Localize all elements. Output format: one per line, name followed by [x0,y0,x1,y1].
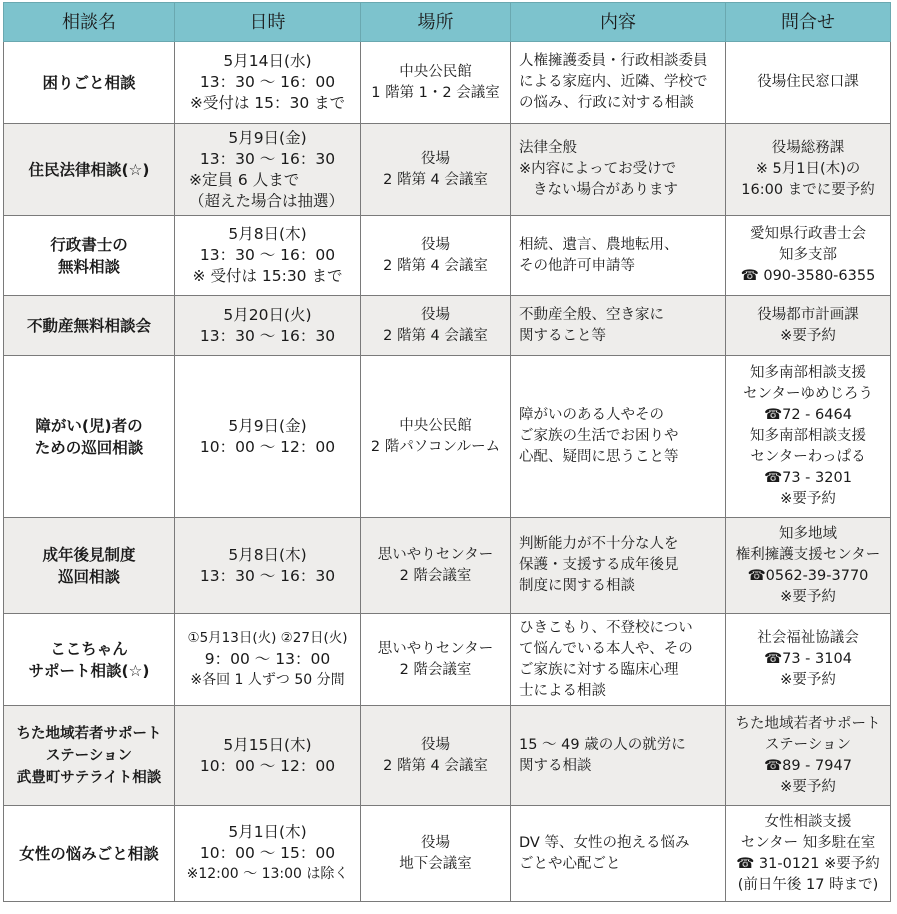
consultation-contact: 知多南部相談支援 センターゆめじろう ☎72 - 6464 知多南部相談支援 センターわっぱる ☎73 - 3201 ※要予約 [726,356,891,518]
consultation-place: 中央公民館 1 階第 1・2 会議室 [361,42,511,124]
consultation-content: 判断能力が不十分な人を 保護・支援する成年後見 制度に関する相談 [511,518,726,614]
consultation-name: 住民法律相談(☆) [4,124,175,216]
consultation-place: 中央公民館 2 階パソコンルーム [361,356,511,518]
table-row [4,518,891,614]
consultation-name: 困りごと相談 [4,42,175,124]
consultation-datetime: 5月8日(木) 13：30 ～ 16：00 ※ 受付は 15:30 まで [175,216,361,296]
consultation-content: 障がいのある人やその ご家族の生活でお困りや 心配、疑問に思うこと等 [511,356,726,518]
consultation-content: 相続、遺言、農地転用、 その他許可申請等 [511,216,726,296]
header-place: 場所 [361,3,511,42]
consultation-datetime: 5月8日(木) 13：30 ～ 16：30 [175,518,361,614]
consultation-name: 不動産無料相談会 [4,296,175,356]
consultation-place: 役場 2 階第 4 会議室 [361,216,511,296]
consultation-datetime: 5月20日(火) 13：30 ～ 16：30 [175,296,361,356]
table-row [4,706,891,806]
consultation-name: ちた地域若者サポート ステーション 武豊町サテライト相談 [4,706,175,806]
consultation-name: 女性の悩みごと相談 [4,806,175,902]
consultation-place: 役場 2 階第 4 会議室 [361,706,511,806]
consultation-name: 行政書士の 無料相談 [4,216,175,296]
consultation-contact: ちた地域若者サポート ステーション ☎89 - 7947 ※要予約 [726,706,891,806]
consultation-datetime: 5月1日(木) 10：00 ～ 15：00 ※12:00 ～ 13:00 は除く [175,806,361,902]
consultation-contact: 社会福祉協議会 ☎73 - 3104 ※要予約 [726,614,891,706]
header-content: 内容 [511,3,726,42]
consultation-name: 成年後見制度 巡回相談 [4,518,175,614]
table-row [4,614,891,706]
table-row [4,806,891,902]
consultation-datetime: 5月9日(金) 13：30 ～ 16：30 ※定員 6 人まで （超えた場合は抽選） [175,124,361,216]
consultation-datetime: 5月9日(金) 10：00 ～ 12：00 [175,356,361,518]
table-row [4,124,891,216]
consultation-place: 思いやりセンター 2 階会議室 [361,518,511,614]
consultation-datetime: 5月14日(水) 13：30 ～ 16：00 ※受付は 15：30 まで [175,42,361,124]
consultation-datetime: 5月15日(木) 10：00 ～ 12：00 [175,706,361,806]
consultation-contact: 知多地域 権利擁護支援センター ☎0562-39-3770 ※要予約 [726,518,891,614]
header-contact: 問合せ [726,3,891,42]
consultation-name: 障がい(児)者の ための巡回相談 [4,356,175,518]
consultation-content: 人権擁護委員・行政相談委員 による家庭内、近隣、学校で の悩み、行政に対する相談 [511,42,726,124]
consultation-content: 不動産全般、空き家に 関すること等 [511,296,726,356]
consultation-contact: 役場都市計画課 ※要予約 [726,296,891,356]
consultation-place: 思いやりセンター 2 階会議室 [361,614,511,706]
consultation-content: 法律全般 ※内容によってお受けで きない場合があります [511,124,726,216]
consultation-name: ここちゃん サポート相談(☆) [4,614,175,706]
consultation-contact: 役場総務課 ※ 5月1日(木)の 16:00 までに要予約 [726,124,891,216]
table-row [4,216,891,296]
consultation-content: ひきこもり、不登校につい て悩んでいる本人や、その ご家族に対する臨床心理 士による相談 [511,614,726,706]
table-row [4,356,891,518]
consultation-content: 15 ～ 49 歳の人の就労に 関する相談 [511,706,726,806]
header-row [4,3,891,42]
consultation-contact: 女性相談支援 センター 知多駐在室 ☎ 31-0121 ※要予約 (前日午後 17 時まで) [726,806,891,902]
header-datetime: 日時 [175,3,361,42]
consultation-schedule-table [3,2,891,902]
table-row [4,42,891,124]
header-name: 相談名 [4,3,175,42]
table-row [4,296,891,356]
consultation-datetime: ①5月13日(火) ②27日(火) 9：00 ～ 13：00 ※各回 1 人ずつ 50 分間 [175,614,361,706]
consultation-place: 役場 2 階第 4 会議室 [361,296,511,356]
consultation-content: DV 等、女性の抱える悩み ごとや心配ごと [511,806,726,902]
consultation-contact: 愛知県行政書士会 知多支部 ☎ 090-3580-6355 [726,216,891,296]
consultation-place: 役場 地下会議室 [361,806,511,902]
consultation-contact: 役場住民窓口課 [726,42,891,124]
consultation-place: 役場 2 階第 4 会議室 [361,124,511,216]
